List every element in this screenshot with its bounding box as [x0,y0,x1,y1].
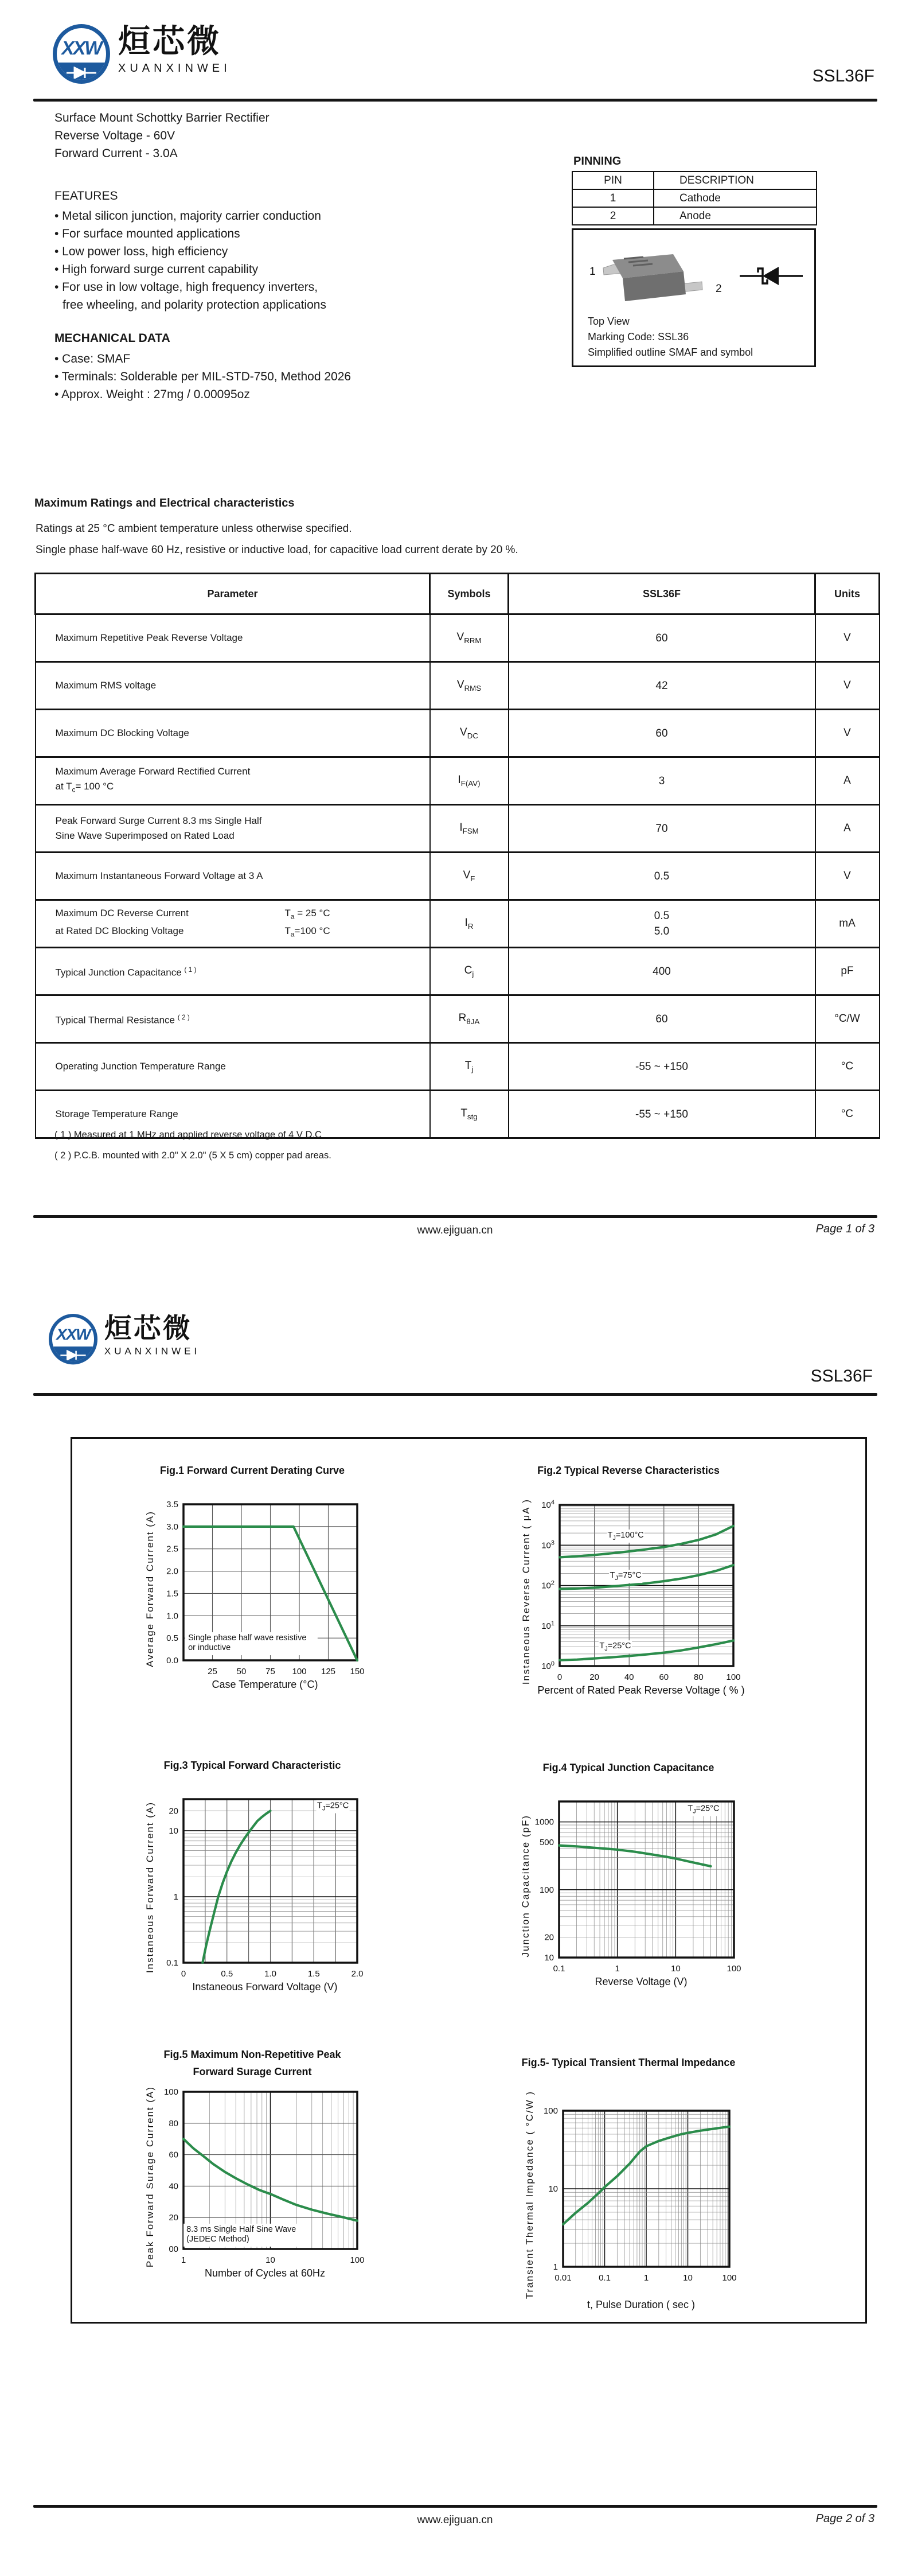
figure-5-ylabel: Peak Forward Surage Current (A) [144,2086,155,2268]
pinning-table [572,171,817,225]
parameter-cell: Maximum DC Reverse Current $T_a = 25$ °C at Rated DC Blocking Voltage $T_a=100$ °C [36,900,430,948]
ratings-header-symbols: Symbols [430,574,509,614]
feature-item: • Low power loss, high efficiency [54,245,228,258]
svg-text:100: 100 [163,2087,178,2098]
ratings-row [36,948,880,995]
package-caption-line: Marking Code: SSL36 [588,331,689,343]
svg-text:1.5: 1.5 [307,1969,320,1979]
logo-english-name: XUANXINWEI [118,62,231,75]
svg-text:0.01: 0.01 [554,2273,572,2283]
svg-text:10: 10 [544,1953,554,1963]
footer-url-p2: www.ejiguan.cn [417,2514,493,2526]
value-cell: 60 [509,614,815,662]
unit-cell: pF [815,948,880,995]
logo-circle-icon [49,1314,97,1364]
figure-6-xlabel: t, Pulse Duration ( sec ) [587,2299,696,2311]
note-line: ( 2 ) P.C.B. mounted with 2.0" X 2.0" (5 X 5 cm) copper pad areas. [54,1150,331,1161]
pin-number-cell: 2 [572,207,654,225]
ratings-row [36,662,880,710]
footer-url-p1: www.ejiguan.cn [417,1224,493,1236]
parameter-cell: Maximum Repetitive Peak Reverse Voltage [36,614,430,662]
ratings-row [36,710,880,757]
value-cell: 3 [509,757,815,805]
svg-text:50: 50 [236,1667,246,1676]
svg-text:60: 60 [658,1672,669,1682]
svg-text:1.0: 1.0 [264,1969,276,1979]
feature-item: • Metal silicon junction, majority carrier conduction [54,209,321,223]
summary-line: Surface Mount Schottky Barrier Rectifier [54,111,270,124]
svg-text:100: $10^0$ [541,1660,554,1671]
ratings-table [34,573,880,1139]
svg-text:1.0: 1.0 [166,1611,178,1621]
note-line: ( 1 ) Measured at 1 MHz and applied reverse voltage of 4 V D.C [54,1130,322,1140]
svg-text:1: 1 [173,1892,178,1902]
svg-text:500: 500 [539,1838,554,1848]
symbol-cell: $V_F$ [430,853,509,900]
unit-cell: A [815,757,880,805]
svg-text:2.5: 2.5 [166,1544,178,1554]
summary-line: Reverse Voltage - 60V [54,129,175,142]
figure-1-ylabel: Average Forward Current (A) [144,1510,155,1667]
figure-4 [451,1759,806,1988]
svg-text:3.5: 3.5 [166,1500,178,1509]
svg-text:100: 100 [726,1964,741,1974]
parameter-cell: Maximum DC Blocking Voltage [36,710,430,757]
unit-cell: V [815,614,880,662]
figure-1-title: Fig.1 Forward Current Derating Curve [159,1465,345,1476]
svg-text:0.5: 0.5 [166,1633,178,1644]
svg-text:2.0: 2.0 [166,1566,178,1577]
company-logo [49,1314,200,1364]
svg-text:75: 75 [265,1667,275,1676]
svg-text:0.1: 0.1 [166,1958,178,1968]
unit-cell: °C [815,1043,880,1091]
parameter-cell: Operating Junction Temperature Range [36,1043,430,1091]
ratings-table-body [36,614,880,1138]
logo-chinese-name: 烜芯微 [118,23,221,59]
figure-6-title: Fig.5- Typical Transient Thermal Impedance [521,2057,736,2068]
figure-3-chart [151,1793,365,1981]
ratings-condition-line: Ratings at 25 °C ambient temperature unless otherwise specified. [36,523,352,535]
unit-cell: mA [815,900,880,948]
svg-text:102: $10^2$ [541,1579,554,1591]
parameter-cell: Peak Forward Surge Current 8.3 ms Single Half Sine Wave Superimposed on Rated Load [36,805,430,853]
symbol-cell: $R_{\theta JA}$ [430,995,509,1043]
pinning-row [572,189,817,207]
figure-4-title: Fig.4 Typical Junction Capacitance [542,1762,714,1773]
svg-text:20: 20 [544,1932,554,1943]
symbol-cell: $V_{RRM}$ [430,614,509,662]
ratings-section-title: Maximum Ratings and Electrical characteristics [34,497,295,509]
logo-monogram-text: XXW [56,1325,90,1343]
svg-text:10: 10 [670,1964,681,1974]
pin-description-cell: Anode [654,207,817,225]
part-number-p2: SSL36F [810,1367,873,1386]
pinning-header-description: DESCRIPTION [654,172,817,189]
ratings-row [36,805,880,853]
features-title: FEATURES [54,189,118,203]
ratings-row [36,853,880,900]
value-cell: -55 ~ +150 [509,1043,815,1091]
ratings-row [36,614,880,662]
figure-3-title: Fig.3 Typical Forward Characteristic [163,1760,341,1771]
svg-text:0: 0 [557,1672,562,1682]
svg-text:Single phase half wave resisti: Single phase half wave resistive [188,1633,306,1643]
unit-cell: °C [815,1091,880,1138]
logo-diode-icon [53,63,110,83]
svg-text:1.5: 1.5 [166,1589,178,1599]
figure-2-chart [528,1499,741,1684]
symbol-cell: $T_j$ [430,1043,509,1091]
part-number-p1: SSL36F [812,67,874,85]
logo-text [118,24,231,75]
mechanical-item: • Case: SMAF [54,352,131,365]
svg-text:1: 1 [614,1964,620,1974]
ratings-row [36,900,880,948]
logo-monogram [52,1325,94,1344]
ratings-conditions [36,518,518,561]
figure-2 [451,1462,806,1696]
product-summary [54,109,270,162]
figure-2-ylabel: Instaneous Reverse Current ( μA ) [520,1499,532,1685]
figure-1-chart [151,1499,365,1679]
value-cell: 60 [509,710,815,757]
header-rule-p2 [33,1393,877,1396]
ratings-header-parameter: Parameter [36,574,430,614]
figure-4-xlabel: Reverse Voltage (V) [595,1976,688,1987]
ratings-row [36,757,880,805]
footer-rule-p1 [33,1215,877,1218]
figure-3-ylabel: Instaneous Forward Current (A) [144,1801,155,1974]
symbol-cell: $T_{stg}$ [430,1091,509,1138]
figure-1 [75,1462,430,1691]
pinning-title: PINNING [573,155,622,168]
svg-text:150: 150 [349,1667,365,1676]
symbol-cell: $C_j$ [430,948,509,995]
svg-text:8.3 ms Single Half Sine Wave: 8.3 ms Single Half Sine Wave [186,2224,296,2234]
svg-text:0.1: 0.1 [599,2273,611,2283]
svg-text:TJ=25°C: $T_J=25^\circ C$ [599,1641,631,1652]
unit-cell: V [815,710,880,757]
symbol-cell: $I_{FSM}$ [430,805,509,853]
value-cell: 60 [509,995,815,1043]
figure-4-ylabel: Junction Capacitance (pF) [520,1814,531,1958]
unit-cell: A [815,805,880,853]
figure-4-chart [527,1796,742,1976]
logo-english-name: XUANXINWEI [104,1346,201,1357]
logo-text [104,1314,200,1357]
svg-text:1000: 1000 [534,1817,554,1827]
figure-5-title: Fig.5 Maximum Non-Repetitive Peak [163,2049,341,2060]
footer-page-p2: Page 2 of 3 [815,2512,874,2525]
parameter-cell: Maximum Instantaneous Forward Voltage at 3 A [36,853,430,900]
package-caption [588,314,753,360]
ratings-condition-line: Single phase half-wave 60 Hz, resistive or inductive load, for capacitive load current derate by 20 %. [36,544,518,556]
svg-text:40: 40 [624,1672,634,1682]
unit-cell: °C/W [815,995,880,1043]
svg-text:100: 100 [291,1667,307,1676]
figure-6-chart [531,2105,737,2285]
package-outline-box [572,228,816,367]
figure-6 [451,2054,806,2311]
summary-line: Forward Current - 3.0A [54,147,178,160]
logo-monogram-text: XXW [61,37,101,59]
parameter-cell: Typical Junction Capacitance $^{( 1 )}$ [36,948,430,995]
mechanical-data-list [54,350,351,403]
symbol-cell: $I_{F(AV)}$ [430,757,509,805]
pinning-row [572,207,817,225]
symbol-cell: $I_R$ [430,900,509,948]
ratings-notes [54,1124,331,1166]
figure-1-xlabel: Case Temperature (°C) [212,1679,318,1690]
logo-chinese-name: 烜芯微 [104,1313,192,1344]
figure-5-title2: Forward Surage Current [193,2066,312,2077]
parameter-cell: Maximum RMS voltage [36,662,430,710]
value-cell: 42 [509,662,815,710]
value-cell: 70 [509,805,815,853]
package-pin2-label: 2 [716,283,722,295]
svg-text:0: 0 [181,1969,186,1979]
svg-text:3.0: 3.0 [166,1522,178,1532]
svg-text:100: 100 [349,2255,365,2266]
package-caption-line: Simplified outline SMAF and symbol [588,347,753,358]
header-rule-p1 [33,99,877,102]
ratings-row [36,995,880,1043]
svg-text:80: 80 [168,2118,178,2128]
svg-text:60: 60 [168,2150,178,2160]
svg-text:100: 100 [725,1672,741,1682]
diode-symbol-icon [739,264,804,287]
pinning-header-pin: PIN [572,172,654,189]
ratings-header-part: SSL36F [509,574,815,614]
features-list [54,207,326,314]
figure-2-title: Fig.2 Typical Reverse Characteristics [537,1465,720,1476]
pinning-table-body [572,189,817,225]
package-pin1-label: 1 [589,266,596,278]
svg-text:20: 20 [589,1672,599,1682]
svg-text:0.1: 0.1 [553,1964,565,1974]
figure-3 [75,1757,430,1993]
logo-monogram [57,37,106,59]
unit-cell: V [815,853,880,900]
svg-text:25: 25 [207,1667,217,1676]
svg-text:or inductive: or inductive [188,1643,231,1653]
value-cell: 0.5 [509,853,815,900]
svg-text:20: 20 [168,2213,178,2223]
figure-6-ylabel: Transient Thermal Impedance ( °C/W ) [524,2091,535,2299]
svg-text:80: 80 [693,1672,704,1682]
svg-text:100: 100 [722,2273,737,2283]
value-cell: 400 [509,948,815,995]
figure-5-xlabel: Number of Cycles at 60Hz [204,2267,326,2279]
ratings-row [36,1043,880,1091]
svg-text:0.0: 0.0 [166,1656,178,1666]
unit-cell: V [815,662,880,710]
feature-item: • For use in low voltage, high frequency inverters, [54,281,318,294]
mechanical-item: • Terminals: Solderable per MIL-STD-750, Method 2026 [54,370,351,383]
package-caption-line: Top View [588,316,630,327]
svg-text:TJ=25°C: $T_J=25^\circ C$ [687,1804,719,1815]
package-top-view-drawing [579,242,734,310]
pinning-header-row [572,172,817,189]
svg-text:TJ=100°C: $T_J=100^\circ C$ [607,1530,644,1542]
svg-text:TJ=75°C: $T_J=75^\circ C$ [610,1570,642,1582]
figure-5 [75,2046,430,2279]
company-logo [53,24,231,84]
svg-text:2.0: 2.0 [351,1969,363,1979]
symbol-cell: $V_{RMS}$ [430,662,509,710]
svg-text:0.5: 0.5 [220,1969,233,1979]
svg-text:40: 40 [168,2181,178,2192]
symbol-cell: $V_{DC}$ [430,710,509,757]
svg-text:125: 125 [321,1667,335,1676]
feature-item: • For surface mounted applications [54,227,240,240]
svg-text:103: $10^3$ [541,1539,554,1550]
svg-text:20: 20 [168,1806,178,1816]
feature-item: free wheeling, and polarity protection applications [63,298,326,312]
mechanical-data-title: MECHANICAL DATA [54,332,170,345]
svg-text:100: 100 [539,1885,554,1895]
svg-text:1: 1 [643,2273,649,2283]
figure-2-xlabel: Percent of Rated Peak Reverse Voltage ( % ) [537,1684,745,1696]
figure-3-xlabel: Instaneous Forward Voltage (V) [192,1981,338,1993]
svg-text:10: 10 [168,1826,178,1836]
feature-item: • High forward surge current capability [54,263,259,276]
svg-text:10: 10 [548,2184,558,2194]
parameter-cell: Storage Temperature Range [36,1091,430,1138]
pin-description-cell: Cathode [654,189,817,207]
footer-rule-p2 [33,2505,877,2508]
mechanical-item: • Approx. Weight : 27mg / 0.00095oz [54,388,250,401]
parameter-cell: Maximum Average Forward Rectified Current at $T_c= 100$ °C [36,757,430,805]
svg-text:101: $10^1$ [541,1620,554,1631]
ratings-header-units: Units [815,574,880,614]
logo-circle-icon [53,24,110,84]
figure-5-chart [151,2086,365,2267]
svg-text:10: 10 [265,2255,275,2266]
svg-text:100: 100 [543,2106,558,2116]
svg-text:1: 1 [181,2255,186,2266]
svg-text:1: 1 [553,2262,558,2272]
svg-text:TJ=25°C: $T_J=25^\circ C$ [317,1801,349,1812]
footer-page-p1: Page 1 of 3 [815,1223,874,1235]
logo-diode-icon [49,1347,97,1364]
ratings-header-row [36,574,880,614]
svg-text:10: 10 [683,2273,693,2283]
svg-text:(JEDEC Method): (JEDEC Method) [186,2234,249,2244]
svg-text:00: 00 [168,2244,178,2255]
value-cell: 0.5 5.0 [509,900,815,948]
pin-number-cell: 1 [572,189,654,207]
parameter-cell: Typical Thermal Resistance $^{( 2 )}$ [36,995,430,1043]
value-cell: -55 ~ +150 [509,1091,815,1138]
svg-text:104: $10^4$ [541,1499,554,1510]
